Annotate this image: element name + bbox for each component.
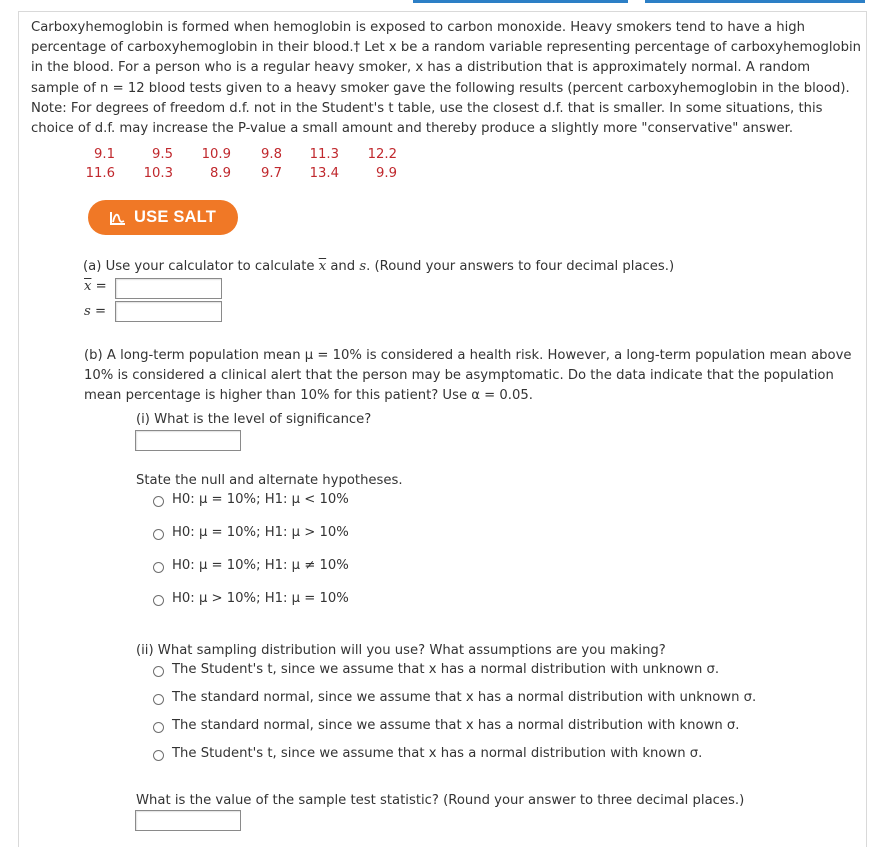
use-salt-label: USE SALT (134, 208, 216, 226)
distribution-radio[interactable] (153, 722, 164, 733)
intro-line: percentage of carboxyhemoglobin in their blood.† Let x be a random variable representing percentage of carboxyhemoglobin (31, 40, 861, 56)
test-statistic-input[interactable] (135, 810, 241, 831)
xbar-input[interactable] (115, 278, 222, 299)
s-input[interactable] (115, 301, 222, 322)
s-label: s = (84, 304, 107, 319)
data-value: 9.7 (261, 166, 282, 181)
data-value: 8.9 (210, 166, 231, 181)
part-b-line: mean percentage is higher than 10% for this patient? Use α = 0.05. (84, 388, 533, 404)
data-value: 9.1 (94, 147, 115, 162)
hypotheses-question: State the null and alternate hypotheses. (136, 473, 403, 488)
data-value: 12.2 (367, 147, 397, 162)
hypothesis-radio[interactable] (153, 595, 164, 606)
salt-chart-icon (110, 211, 126, 225)
data-value: 10.9 (201, 147, 231, 162)
distribution-option[interactable]: The standard normal, since we assume that x has a normal distribution with unknown σ. (172, 690, 757, 705)
data-value: 13.4 (309, 166, 339, 181)
distribution-radio[interactable] (153, 750, 164, 761)
hypothesis-option[interactable]: H0: μ = 10%; H1: μ < 10% (172, 492, 349, 507)
use-salt-button[interactable] (88, 200, 238, 235)
data-value: 10.3 (143, 166, 173, 181)
hypothesis-radio[interactable] (153, 496, 164, 507)
intro-line: sample of n = 12 blood tests given to a heavy smoker gave the following results (percent carboxyhemoglobin in the blood). (31, 80, 850, 96)
hypothesis-option[interactable]: H0: μ = 10%; H1: μ > 10% (172, 525, 349, 540)
data-value: 11.3 (309, 147, 339, 162)
problem-intro (31, 18, 861, 139)
distribution-radio[interactable] (153, 694, 164, 705)
part-b-line: 10% is considered a clinical alert that the person may be asymptomatic. Do the data indicate that the population (84, 368, 834, 384)
significance-input[interactable] (135, 430, 241, 451)
distribution-question: (ii) What sampling distribution will you use? What assumptions are you making? (136, 643, 666, 658)
top-tab-left (413, 0, 628, 3)
distribution-option[interactable]: The Student's t, since we assume that x has a normal distribution with known σ. (172, 746, 703, 761)
intro-line: Note: For degrees of freedom d.f. not in the Student's t table, use the closest d.f. that is smaller. In some situations, this (31, 100, 823, 116)
part-b-prompt (84, 346, 864, 407)
part-b-line: (b) A long-term population mean μ = 10% is considered a health risk. However, a long-term population mean above (84, 348, 852, 363)
intro-line: choice of d.f. may increase the P-value a small amount and thereby produce a slightly more "conservative" answer. (31, 121, 794, 137)
data-value: 9.5 (152, 147, 173, 162)
distribution-option[interactable]: The Student's t, since we assume that x has a normal distribution with unknown σ. (172, 662, 720, 677)
data-value: 9.8 (261, 147, 282, 162)
top-tab-right (645, 0, 865, 3)
test-statistic-question: What is the value of the sample test statistic? (Round your answer to three decimal places.) (136, 793, 745, 808)
significance-question: (i) What is the level of significance? (136, 412, 372, 427)
distribution-radio[interactable] (153, 666, 164, 677)
distribution-option[interactable]: The standard normal, since we assume that x has a normal distribution with known σ. (172, 718, 740, 733)
hypothesis-option[interactable]: H0: μ > 10%; H1: μ = 10% (172, 591, 349, 606)
hypothesis-radio[interactable] (153, 529, 164, 540)
data-value: 11.6 (85, 166, 115, 181)
hypothesis-radio[interactable] (153, 562, 164, 573)
xbar-label: $\overline{x}$ = (84, 279, 107, 294)
part-a-prompt: (a) Use your calculator to calculate $\overline{x}$ and s. (Round your answers to four decimal places.) (83, 259, 675, 274)
intro-line: Carboxyhemoglobin is formed when hemoglobin is exposed to carbon monoxide. Heavy smokers tend to have a high (31, 20, 805, 35)
data-value: 9.9 (376, 166, 397, 181)
intro-line: in the blood. For a person who is a regular heavy smoker, x has a distribution that is approximately normal. A random (31, 60, 811, 76)
hypothesis-option[interactable]: H0: μ = 10%; H1: μ ≠ 10% (172, 558, 349, 573)
